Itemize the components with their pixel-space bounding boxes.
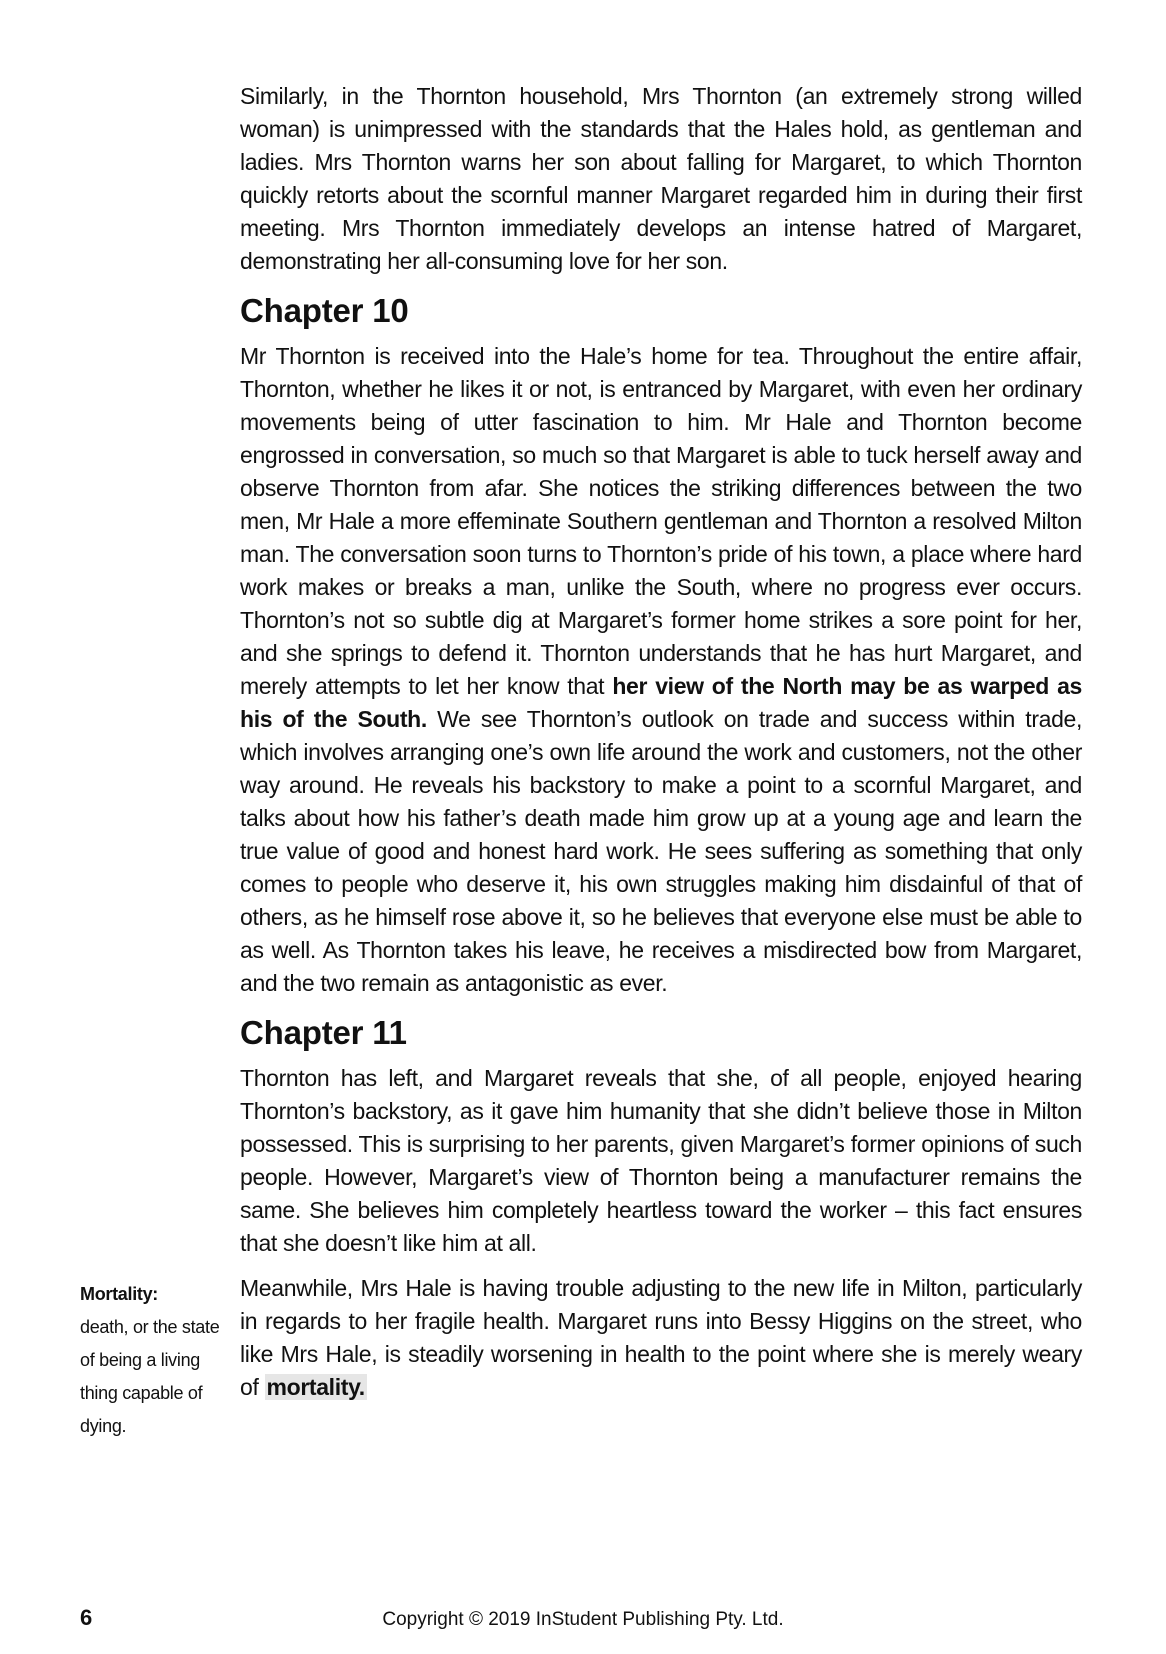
chapter-10-heading: Chapter 10 xyxy=(240,292,409,329)
mortality-highlight: mortality. xyxy=(266,1374,365,1400)
copyright-notice: Copyright © 2019 InStudent Publishing Pty. Ltd. xyxy=(382,1609,784,1630)
chapter-10-text-end: We see Thornton’s outlook on trade and success within trade, which involves arranging one’s own life around the work and customers, not the other way around. He reveals his backstory to make a point to a scornful Margaret, and talks about how his father’s death made him grow up at a young age and learn the true value of good and honest hard work. He sees suffering as something that only comes to people who deserve it, his own struggles making him disdainful of that of others, as he himself rose above it, so he believes that everyone else must be able to as well. As Thornton takes his leave, he receives a misdirected bow from Margaret, and the two remain as antagonistic as ever. xyxy=(240,706,1082,996)
chapter-11-heading: Chapter 11 xyxy=(240,1014,407,1051)
glossary-sidenote xyxy=(80,1278,226,1443)
intro-paragraph: Similarly, in the Thornton household, Mrs Thornton (an extremely strong willed woman) is unimpressed with the standards that the Hales hold, as gentleman and ladies. Mrs Thornton warns her son about falling for Margaret, to which Thornton quickly retorts about the scornful manner Margaret regarded him in during their first meeting. Mrs Thornton immediately develops an intense hatred of Margaret, demonstrating her all-consuming love for her son. xyxy=(240,83,1082,274)
chapter-11-paragraph-1: Thornton has left, and Margaret reveals that she, of all people, enjoyed hearing Thornton’s backstory, as it gave him humanity that she didn’t believe those in Milton possessed. This is surprising to her parents, given Margaret’s former opinions of such people. However, Margaret’s view of Thornton being a manufacturer remains the same. She believes him completely heartless toward the worker – this fact ensures that she doesn’t like him at all. xyxy=(240,1065,1082,1256)
glossary-definition: death, or the state of being a living thing capable of dying. xyxy=(80,1317,220,1436)
chapter-11-paragraph-2-text: Meanwhile, Mrs Hale is having trouble adjusting to the new life in Milton, particularly in regards to her fragile health. Margaret runs into Bessy Higgins on the street, who like Mrs Hale, is steadily worsening in health to the point where she is merely weary of xyxy=(240,1275,1082,1400)
chapter-10-paragraph xyxy=(240,340,1082,1000)
chapter-11-paragraph-2 xyxy=(240,1272,1082,1404)
chapter-10-text-start: Mr Thornton is received into the Hale’s home for tea. Throughout the entire affair, Thornton, whether he likes it or not, is entranced by Margaret, with even her ordinary movements being of utter fascination to him. Mr Hale and Thornton become engrossed in conversation, so much so that Margaret is able to tuck herself away and observe Thornton from afar. She notices the striking differences between the two men, Mr Hale a more effeminate Southern gentleman and Thornton a resolved Milton man. The conversation soon turns to Thornton’s pride of his town, a place where hard work makes or breaks a man, unlike the South, where no progress ever occurs. Thornton’s not so subtle dig at Margaret’s former home strikes a sore point for her, and she springs to defend it. Thornton understands that he has hurt Margaret, and merely attempts to let her know that xyxy=(240,343,1082,699)
page-number: 6 xyxy=(80,1605,93,1630)
main-content xyxy=(240,80,1082,1404)
glossary-term: Mortality: xyxy=(80,1284,159,1304)
chapter-10-bold-phrase: her view of the North may be as warped as his of the South. xyxy=(240,673,1082,732)
